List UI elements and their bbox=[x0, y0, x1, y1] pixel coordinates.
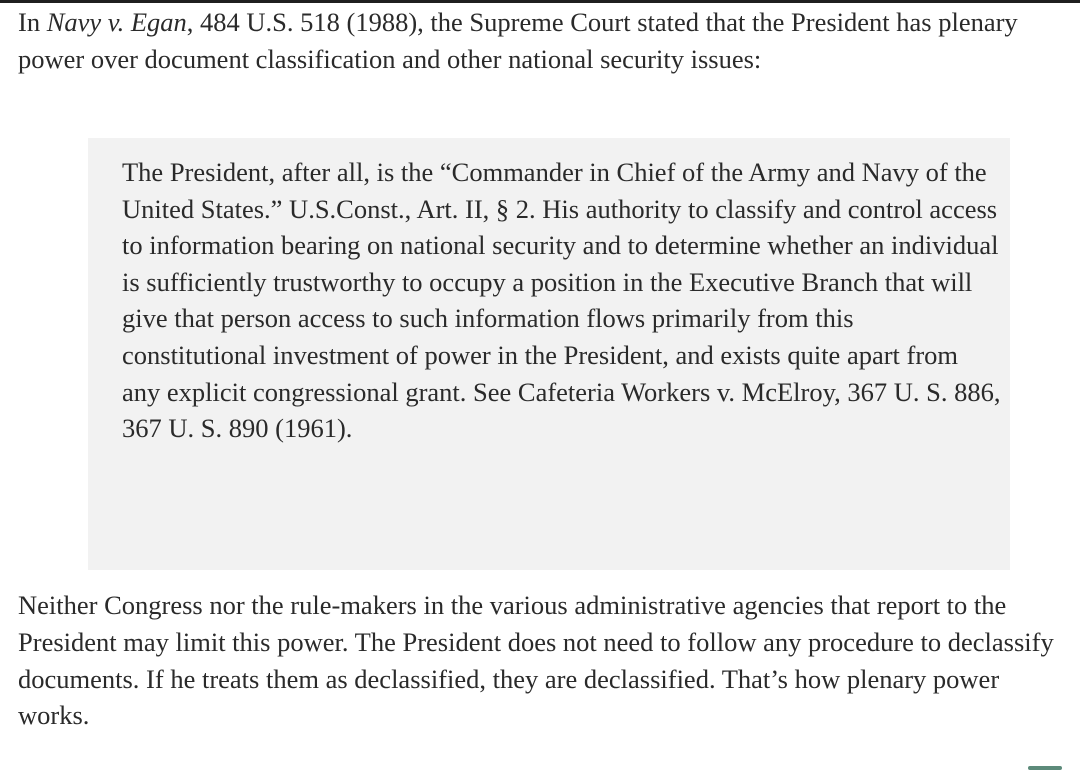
intro-suffix: , 484 U.S. 518 (1988), the Supreme Court stated that the President has plenary power over document classification and other national security issues: bbox=[18, 7, 1018, 74]
edge-mark bbox=[1028, 766, 1062, 770]
intro-prefix: In bbox=[18, 7, 47, 37]
case-name: Navy v. Egan bbox=[46, 7, 187, 37]
closing-paragraph: Neither Congress nor the rule-makers in the various administrative agencies that report to the President may limit this power. The President does not need to follow any procedure to declassify documents. If he treats them as declassified, they are declassified. That’s how plenary power works. bbox=[18, 590, 1054, 731]
intro-paragraph bbox=[18, 4, 1068, 77]
block-quote bbox=[88, 138, 1010, 570]
top-border bbox=[0, 0, 1080, 3]
block-quote-text: The President, after all, is the “Commander in Chief of the Army and Navy of the United States.” U.S.Const., Art. II, § 2. His authority to classify and control access to information bearing on national security and to determine whether an individual is sufficiently trustworthy to occupy a position in the Executive Branch that will give that person access to such information flows primarily from this constitutional investment of power in the President, and exists quite apart from any explicit congressional grant. See Cafeteria Workers v. McElroy, 367 U. S. 886, 367 U. S. 890 (1961). bbox=[122, 157, 1001, 444]
